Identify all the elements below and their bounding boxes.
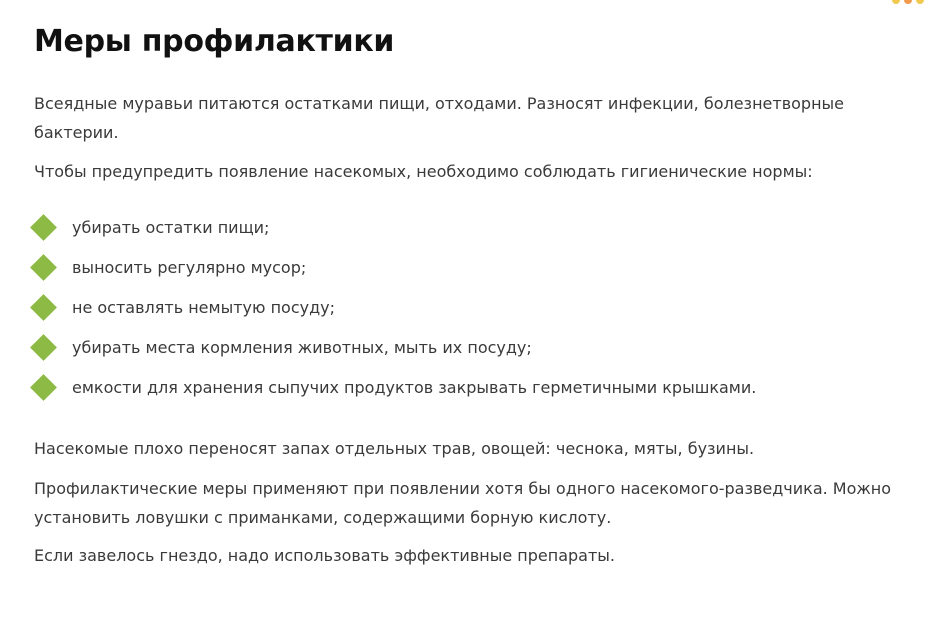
section-title: Меры профилактики — [34, 24, 395, 59]
list-item — [34, 252, 756, 292]
corner-dot-icon — [916, 0, 924, 4]
paragraph-intro: Всеядные муравьи питаются остатками пищи, отходами. Разносят инфекции, болезнетворные бактерии. — [34, 94, 844, 142]
list-item — [34, 212, 756, 252]
green-diamond-bullet-icon — [30, 214, 57, 241]
corner-dot-icon — [892, 0, 900, 4]
list-item — [34, 332, 756, 372]
paragraph-hygiene: Чтобы предупредить появление насекомых, необходимо соблюдать гигиенические нормы: — [34, 162, 813, 181]
list-item — [34, 372, 756, 412]
corner-dot-icon — [904, 0, 912, 4]
green-diamond-bullet-icon — [30, 374, 57, 401]
paragraph-traps: Профилактические меры применяют при появлении хотя бы одного насекомого-разведчика. Можно установить ловушки с приманками, содержащими борную кислоту. — [34, 479, 892, 527]
green-diamond-bullet-icon — [30, 334, 57, 361]
list-item-text: выносить регулярно мусор; — [72, 258, 307, 277]
paragraph-nest: Если завелось гнездо, надо использовать эффективные препараты. — [34, 546, 615, 565]
prevention-list — [34, 212, 756, 412]
list-item-text: емкости для хранения сыпучих продуктов закрывать герметичными крышками. — [72, 378, 757, 397]
green-diamond-bullet-icon — [30, 294, 57, 321]
paragraph-herbs: Насекомые плохо переносят запах отдельных трав, овощей: чеснока, мяты, бузины. — [34, 439, 755, 458]
list-item — [34, 292, 756, 332]
list-item-text: убирать места кормления животных, мыть их посуду; — [72, 338, 532, 357]
list-item-text: не оставлять немытую посуду; — [72, 298, 336, 317]
list-item-text: убирать остатки пищи; — [72, 218, 270, 237]
corner-decoration — [886, 0, 926, 6]
green-diamond-bullet-icon — [30, 254, 57, 281]
